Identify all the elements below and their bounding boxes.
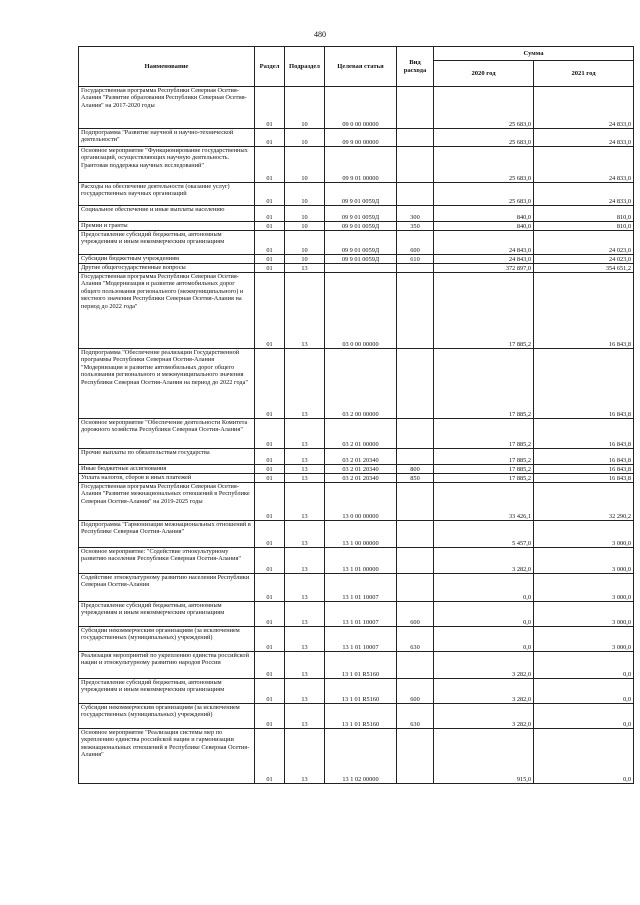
row-subsection: 13	[285, 602, 325, 627]
row-subsection: 10	[285, 222, 325, 231]
row-expense	[397, 652, 434, 679]
row-name: Другие общегосударственные вопросы	[79, 264, 255, 273]
row-section: 01	[255, 231, 285, 255]
row-expense: 610	[397, 255, 434, 264]
header-2020: 2020 год	[434, 61, 534, 87]
table-row	[79, 222, 634, 231]
table-row	[79, 474, 634, 483]
row-sum-2021: 24 023,0	[534, 231, 634, 255]
row-subsection: 10	[285, 255, 325, 264]
row-name: Субсидии некоммерческим организациям (за исключением государственных (муниципальных) учреждений)	[79, 627, 255, 652]
table-row	[79, 548, 634, 574]
row-name: Субсидии некоммерческим организациям (за исключением государственных (муниципальных) учреждений)	[79, 704, 255, 729]
table-row	[79, 729, 634, 784]
table-row	[79, 704, 634, 729]
row-name: Подпрограмма "Гармонизация межнациональных отношений в Республике Северная Осетия-Алания"	[79, 521, 255, 548]
row-section: 01	[255, 627, 285, 652]
budget-table	[78, 46, 634, 784]
row-sum-2021: 3 000,0	[534, 602, 634, 627]
row-name: Реализация мероприятий по укреплению единства российской нации и этнокультурному развитию народов России	[79, 652, 255, 679]
row-subsection: 13	[285, 349, 325, 419]
row-sum-2021: 16 843,8	[534, 465, 634, 474]
row-sum-2021: 3 000,0	[534, 574, 634, 602]
row-expense	[397, 419, 434, 449]
header-name: Наименование	[79, 47, 255, 87]
row-sum-2021: 0,0	[534, 729, 634, 784]
row-sum-2020: 0,0	[434, 627, 534, 652]
row-expense: 630	[397, 627, 434, 652]
row-section: 01	[255, 183, 285, 206]
row-section: 01	[255, 602, 285, 627]
row-subsection: 13	[285, 679, 325, 704]
row-name: Основное мероприятие "Реализация системы мер по укреплению единства российской нации и гармонизации межнациональных отношений в Республике Северная Осетия-Алания"	[79, 729, 255, 784]
row-subsection: 10	[285, 231, 325, 255]
header-expense: Вид расхода	[397, 47, 434, 87]
row-sum-2020: 0,0	[434, 602, 534, 627]
row-expense	[397, 129, 434, 147]
row-target: 13 1 01 00000	[325, 548, 397, 574]
row-name: Подпрограмма "Развитие научной и научно-технической деятельности"	[79, 129, 255, 147]
row-subsection: 13	[285, 449, 325, 465]
row-section: 01	[255, 652, 285, 679]
row-name: Уплата налогов, сборов и иных платежей	[79, 474, 255, 483]
row-expense: 600	[397, 679, 434, 704]
row-section: 01	[255, 474, 285, 483]
row-sum-2021: 810,0	[534, 206, 634, 222]
row-target: 13 1 01 10007	[325, 574, 397, 602]
table-header	[79, 47, 634, 87]
row-sum-2020: 17 885,2	[434, 474, 534, 483]
row-section: 01	[255, 521, 285, 548]
row-name: Подпрограмма "Обеспечение реализации Государственной программы Республики Северная Осетия-Алания "Модернизация и развитие автомобильных дорог общего пользования регионального и межмуниципального значения Республики Северная Осетия-Алания на период до 2022 года"	[79, 349, 255, 419]
table-row	[79, 449, 634, 465]
row-sum-2020: 3 282,0	[434, 652, 534, 679]
row-section: 01	[255, 679, 285, 704]
row-sum-2021: 16 843,8	[534, 419, 634, 449]
table-row	[79, 264, 634, 273]
table-row	[79, 129, 634, 147]
row-target: 13 1 02 00000	[325, 729, 397, 784]
row-subsection: 13	[285, 521, 325, 548]
row-section: 01	[255, 349, 285, 419]
row-subsection: 10	[285, 206, 325, 222]
row-section: 01	[255, 273, 285, 349]
row-target	[325, 264, 397, 273]
row-sum-2020: 840,0	[434, 222, 534, 231]
row-target: 13 1 01 R5160	[325, 679, 397, 704]
row-subsection: 10	[285, 129, 325, 147]
row-sum-2020: 25 683,0	[434, 87, 534, 129]
row-name: Предоставление субсидий бюджетным, автономным учреждениям и иным некоммерческим организациям	[79, 602, 255, 627]
row-expense	[397, 548, 434, 574]
row-sum-2021: 0,0	[534, 652, 634, 679]
row-sum-2020: 17 885,2	[434, 465, 534, 474]
row-name: Прочие выплаты по обязательствам государства	[79, 449, 255, 465]
row-section: 01	[255, 419, 285, 449]
row-sum-2021: 3 000,0	[534, 627, 634, 652]
row-sum-2020: 33 426,1	[434, 483, 534, 521]
row-sum-2020: 17 885,2	[434, 349, 534, 419]
table-row	[79, 419, 634, 449]
row-sum-2021: 0,0	[534, 679, 634, 704]
row-name: Социальное обеспечение и иные выплаты населению	[79, 206, 255, 222]
row-sum-2021: 16 843,8	[534, 474, 634, 483]
row-sum-2021: 24 833,0	[534, 129, 634, 147]
row-name: Субсидии бюджетным учреждениям	[79, 255, 255, 264]
header-subsection: Подраздел	[285, 47, 325, 87]
row-expense	[397, 87, 434, 129]
row-sum-2020: 3 282,0	[434, 548, 534, 574]
table-row	[79, 679, 634, 704]
row-target: 13 1 01 10007	[325, 627, 397, 652]
row-name: Государственная программа Республики Северная Осетия-Алания "Развитие межнациональных отношений в Республике Северная Осетия-Алания" на 2019-2025 годы	[79, 483, 255, 521]
row-subsection: 13	[285, 704, 325, 729]
row-name: Государственная программа Республики Северная Осетия-Алания "Модернизация и развитие автомобильных дорог общего пользования регионального (межмуниципального) и местного значения Республики Северная Осетия-Алания на период до 2022 года"	[79, 273, 255, 349]
row-sum-2021: 24 833,0	[534, 147, 634, 183]
row-section: 01	[255, 87, 285, 129]
row-section: 01	[255, 264, 285, 273]
row-expense	[397, 729, 434, 784]
row-target: 13 1 00 00000	[325, 521, 397, 548]
row-sum-2021: 0,0	[534, 704, 634, 729]
row-sum-2020: 372 897,0	[434, 264, 534, 273]
row-target: 03 2 01 20340	[325, 449, 397, 465]
row-expense	[397, 349, 434, 419]
row-sum-2021: 3 000,0	[534, 548, 634, 574]
row-expense	[397, 183, 434, 206]
row-sum-2020: 24 843,0	[434, 255, 534, 264]
row-target: 03 2 01 20340	[325, 465, 397, 474]
row-sum-2020: 17 885,2	[434, 449, 534, 465]
row-name: Расходы на обеспечение деятельности (оказание услуг) государственных научных организаций	[79, 183, 255, 206]
row-sum-2020: 25 683,0	[434, 147, 534, 183]
row-sum-2021: 16 843,8	[534, 349, 634, 419]
table-body	[79, 87, 634, 784]
table-row	[79, 349, 634, 419]
row-subsection: 13	[285, 627, 325, 652]
row-subsection: 13	[285, 474, 325, 483]
row-expense	[397, 147, 434, 183]
row-target: 09 0 00 00000	[325, 87, 397, 129]
row-sum-2021: 24 833,0	[534, 183, 634, 206]
table-row	[79, 183, 634, 206]
table-row	[79, 231, 634, 255]
row-target: 13 1 01 10007	[325, 602, 397, 627]
row-sum-2020: 0,0	[434, 574, 534, 602]
table-row	[79, 255, 634, 264]
table-row	[79, 273, 634, 349]
row-sum-2021: 810,0	[534, 222, 634, 231]
table-row	[79, 465, 634, 474]
row-sum-2021: 354 651,2	[534, 264, 634, 273]
row-subsection: 13	[285, 652, 325, 679]
row-section: 01	[255, 548, 285, 574]
row-sum-2021: 32 290,2	[534, 483, 634, 521]
row-subsection: 13	[285, 483, 325, 521]
table-row	[79, 602, 634, 627]
row-section: 01	[255, 465, 285, 474]
row-target: 03 2 00 00000	[325, 349, 397, 419]
row-sum-2020: 25 683,0	[434, 129, 534, 147]
row-target: 13 0 00 00000	[325, 483, 397, 521]
row-target: 03 2 01 20340	[325, 474, 397, 483]
row-expense	[397, 264, 434, 273]
row-sum-2020: 3 282,0	[434, 679, 534, 704]
row-name: Иные бюджетные ассигнования	[79, 465, 255, 474]
table-row	[79, 483, 634, 521]
row-expense: 850	[397, 474, 434, 483]
row-subsection: 13	[285, 574, 325, 602]
row-target: 09 9 01 0059Д	[325, 231, 397, 255]
header-2021: 2021 год	[534, 61, 634, 87]
row-sum-2020: 5 457,0	[434, 521, 534, 548]
row-expense: 600	[397, 231, 434, 255]
row-section: 01	[255, 729, 285, 784]
row-section: 01	[255, 483, 285, 521]
row-name: Основное мероприятие "Функционирование государственных организаций, осуществляющих научную деятельность. Грантовая поддержка научных исследований"	[79, 147, 255, 183]
row-target: 09 9 01 00000	[325, 147, 397, 183]
table-row	[79, 574, 634, 602]
row-name: Предоставление субсидий бюджетным, автономным учреждениям и иным некоммерческим организациям	[79, 231, 255, 255]
row-subsection: 13	[285, 419, 325, 449]
row-subsection: 13	[285, 465, 325, 474]
row-subsection: 10	[285, 87, 325, 129]
row-sum-2021: 3 000,0	[534, 521, 634, 548]
table-row	[79, 521, 634, 548]
row-target: 09 9 01 0059Д	[325, 222, 397, 231]
table-row	[79, 147, 634, 183]
row-name: Премии и гранты	[79, 222, 255, 231]
table-row	[79, 87, 634, 129]
row-sum-2020: 25 683,0	[434, 183, 534, 206]
row-target: 09 9 00 00000	[325, 129, 397, 147]
table-row	[79, 652, 634, 679]
row-sum-2020: 840,0	[434, 206, 534, 222]
page-number: 480	[314, 30, 326, 39]
row-section: 01	[255, 574, 285, 602]
row-section: 01	[255, 704, 285, 729]
row-name: Основное мероприятие: "Содействие этнокультурному развитию населения Республики Северная Осетия-Алания"	[79, 548, 255, 574]
row-expense	[397, 521, 434, 548]
row-subsection: 13	[285, 264, 325, 273]
row-target: 09 9 01 0059Д	[325, 206, 397, 222]
row-expense: 300	[397, 206, 434, 222]
row-section: 01	[255, 129, 285, 147]
row-sum-2020: 3 282,0	[434, 704, 534, 729]
table-row	[79, 627, 634, 652]
row-sum-2020: 17 885,2	[434, 419, 534, 449]
row-expense	[397, 273, 434, 349]
row-sum-2020: 17 885,2	[434, 273, 534, 349]
row-subsection: 13	[285, 548, 325, 574]
row-expense	[397, 574, 434, 602]
header-target: Целевая статья	[325, 47, 397, 87]
row-sum-2021: 24 833,0	[534, 87, 634, 129]
row-section: 01	[255, 147, 285, 183]
row-expense	[397, 449, 434, 465]
row-target: 09 9 01 0059Д	[325, 255, 397, 264]
row-sum-2021: 16 843,8	[534, 449, 634, 465]
row-expense: 350	[397, 222, 434, 231]
row-expense: 630	[397, 704, 434, 729]
row-sum-2020: 915,0	[434, 729, 534, 784]
row-name: Предоставление субсидий бюджетным, автономным учреждениям и иным некоммерческим организациям	[79, 679, 255, 704]
row-subsection: 10	[285, 183, 325, 206]
row-target: 09 9 01 0059Д	[325, 183, 397, 206]
row-sum-2021: 16 843,8	[534, 273, 634, 349]
row-expense: 800	[397, 465, 434, 474]
row-expense: 600	[397, 602, 434, 627]
row-sum-2020: 24 843,0	[434, 231, 534, 255]
row-section: 01	[255, 222, 285, 231]
row-sum-2021: 24 023,0	[534, 255, 634, 264]
row-expense	[397, 483, 434, 521]
header-section: Раздел	[255, 47, 285, 87]
row-name: Основное мероприятие "Обеспечение деятельности Комитета дорожного хозяйства Республики Северная Осетия-Алания"	[79, 419, 255, 449]
row-subsection: 13	[285, 729, 325, 784]
row-section: 01	[255, 206, 285, 222]
row-name: Государственная программа Республики Северная Осетия-Алания "Развитие образования Республики Северная Осетия-Алания" на 2017-2020 годы	[79, 87, 255, 129]
row-target: 13 1 01 R5160	[325, 704, 397, 729]
row-target: 13 1 01 R5160	[325, 652, 397, 679]
row-name: Содействие этнокультурному развитию населения Республики Северная Осетия-Алания	[79, 574, 255, 602]
row-section: 01	[255, 255, 285, 264]
table-row	[79, 206, 634, 222]
row-section: 01	[255, 449, 285, 465]
row-subsection: 13	[285, 273, 325, 349]
row-target: 03 0 00 00000	[325, 273, 397, 349]
row-target: 03 2 01 00000	[325, 419, 397, 449]
row-subsection: 10	[285, 147, 325, 183]
header-sum: Сумма	[434, 47, 634, 61]
